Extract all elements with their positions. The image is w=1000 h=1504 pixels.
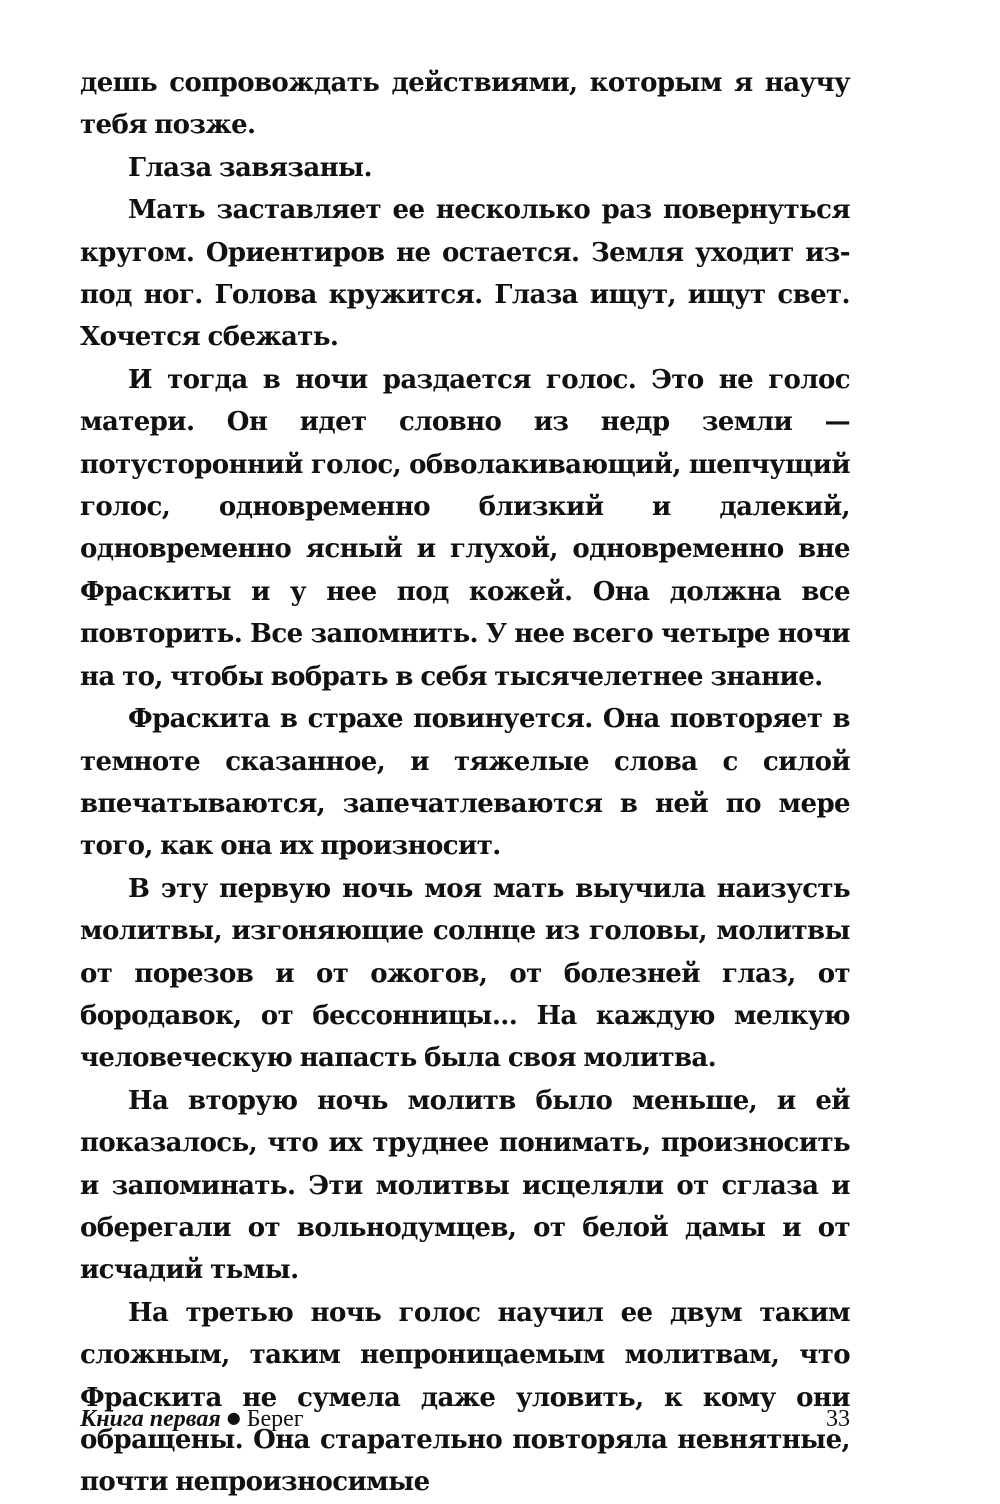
bullet-separator: ● (226, 1408, 241, 1427)
paragraph: На третью ночь голос научил ее двум таким сложным, таким непроницаемым молитвам, что Фраскита не сумела даже уловить, к кому они обращены. Она старательно повторяла невнятные, почти непроизносимые (80, 1297, 850, 1498)
paragraph: И тогда в ночи раздается голос. Это не голос матери. Он идет словно из недр земли — потусторонний голос, обволакивающий, шепчущий голос, одновременно близкий и далекий, одновременно ясный и глухой, одновременно вне Фраскиты и у нее под кожей. Она должна все повторить. Все запомнить. У нее всего четыре ночи на то, чтобы вобрать в себя тысячелетнее знание. (80, 364, 850, 692)
paragraph: На вторую ночь молитв было меньше, и ей показалось, что их труднее понимать, произносить и запоминать. Эти молитвы исцеляли от сглаза и оберегали от вольнодумцев, от белой дамы и от исчадий тьмы. (80, 1085, 850, 1286)
page-body (80, 62, 850, 1504)
paragraph: В эту первую ночь моя мать выучила наизусть молитвы, изгоняющие солнце из головы, молитвы от порезов и от ожогов, от болезней глаз, от бородавок, от бессонницы... На каждую мелкую человеческую напасть была своя молитва. (80, 873, 850, 1074)
running-head (80, 1406, 304, 1433)
book-title: Книга первая (80, 1406, 221, 1432)
section-title: Берег (246, 1406, 304, 1432)
page-number: 33 (826, 1406, 850, 1432)
page-footer (80, 1406, 850, 1433)
paragraph: Мать заставляет ее несколько раз повернуться кругом. Ориентиров не остается. Земля уходит из-под ног. Голова кружится. Глаза ищут, ищут свет. Хочется сбежать. (80, 195, 850, 353)
paragraph: Фраскита в страхе повинуется. Она повторяет в темноте сказанное, и тяжелые слова с силой впечатываются, запечатлеваются в ней по мере того, как она их произносит. (80, 704, 850, 862)
paragraph: дешь сопровождать действиями, которым я научу тебя позже. (80, 68, 850, 141)
paragraph: Глаза завязаны. (128, 152, 372, 183)
